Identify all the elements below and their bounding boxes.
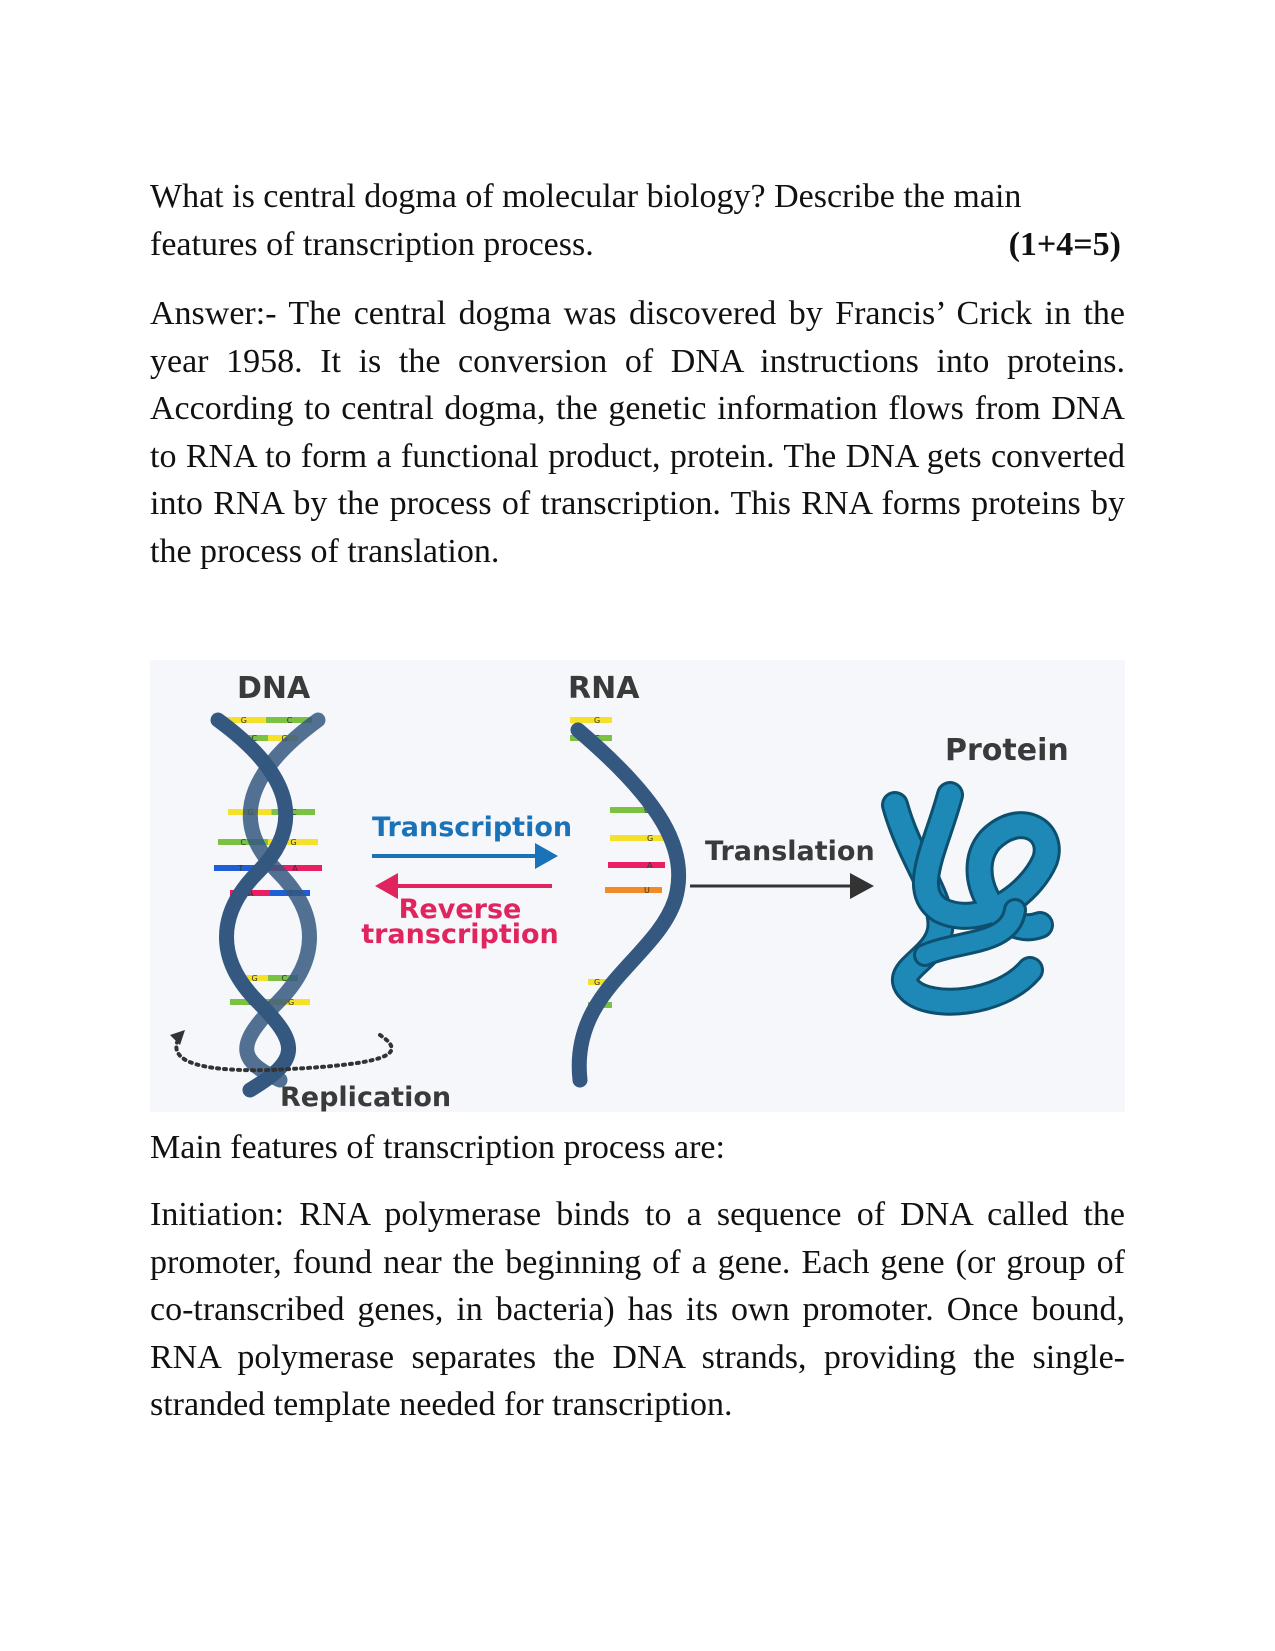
question [150,173,1125,268]
answer-paragraph: Answer:- The central dogma was discovered by Francis’ Crick in the year 1958. It is the conversion of DNA instructions into proteins. According to central dogma, the genetic information flows from DNA to RNA to form a functional product, protein. The DNA gets converted into RNA by the process of transcription. This RNA forms proteins by the process of translation. [150,295,1125,570]
question-line-2-row [150,221,1125,269]
rna-base-letter-6: G [594,978,601,987]
rna-base-0 [570,717,612,723]
question-line-1: What is central dogma of molecular biology? Describe the main [150,178,1022,215]
transcription-label: Transcription [372,812,573,843]
dna-rung-top-1-base-letter: G [281,734,288,743]
dna-label: DNA [237,671,311,706]
features-heading: Main features of transcription process are: [150,1129,725,1166]
dna-rung-bottom-1-base-letter: G [288,998,295,1007]
dna-rung-bottom-1-base-letter: C [248,998,254,1007]
question-marks: (1+4=5) [1008,225,1121,263]
rna-base-letter-3: G [647,834,654,843]
dna-rung-mid-2-base-letter: T [238,864,244,873]
rna-base-5 [605,887,662,893]
dna-rung-mid-3-base-letter: T [288,889,293,898]
question-line-2: features of transcription process. [150,225,594,263]
translation-label: Translation [705,836,875,867]
dna-rung-bottom-0-base-letter: C [281,974,288,983]
dna-rung-mid-3-base-letter: A [248,889,254,898]
dna-rung-top-0-base-letter: C [286,716,293,725]
dna-rung-mid-1-base-letter: G [290,838,297,847]
rna-base-letter-7: C [594,1001,600,1010]
dna-rung-top-1-base-letter: C [251,734,258,743]
dna-rung-mid-0-base-letter: C [291,808,297,817]
rna-base-letter-1: C [594,734,600,743]
central-dogma-figure [150,660,1125,1112]
rna-base-letter-2: C [644,806,650,815]
dna-rung-mid-2-base-letter: A [292,864,298,873]
initiation-paragraph: Initiation: RNA polymerase binds to a sequence of DNA called the promoter, found near the beginning of a gene. Each gene (or group of co-transcribed genes, in bacteria) has its own promoter. Once bound, RNA polymerase separates the DNA strands, providing the single-stranded template needed for transcription. [150,1196,1125,1423]
dna-rung-bottom-0-base-letter: G [251,974,258,983]
dna-rung-mid-0-base-letter: G [247,808,254,817]
rna-base-3 [610,835,665,841]
rna-label: RNA [568,671,640,706]
rna-base-4 [608,862,665,868]
dna-rung-top-0-base-letter: G [240,716,247,725]
rna-base-letter-0: G [594,716,601,725]
reverse-transcription-label-line-2: transcription [361,919,559,950]
rna-base-letter-4: A [647,861,653,870]
dna-rung-mid-1-base-letter: C [240,838,247,847]
protein-label: Protein [945,733,1069,768]
replication-label: Replication [280,1082,452,1112]
rna-base-letter-5: U [644,886,650,895]
reverse-transcription-label-line-1: Reverse [398,894,522,925]
